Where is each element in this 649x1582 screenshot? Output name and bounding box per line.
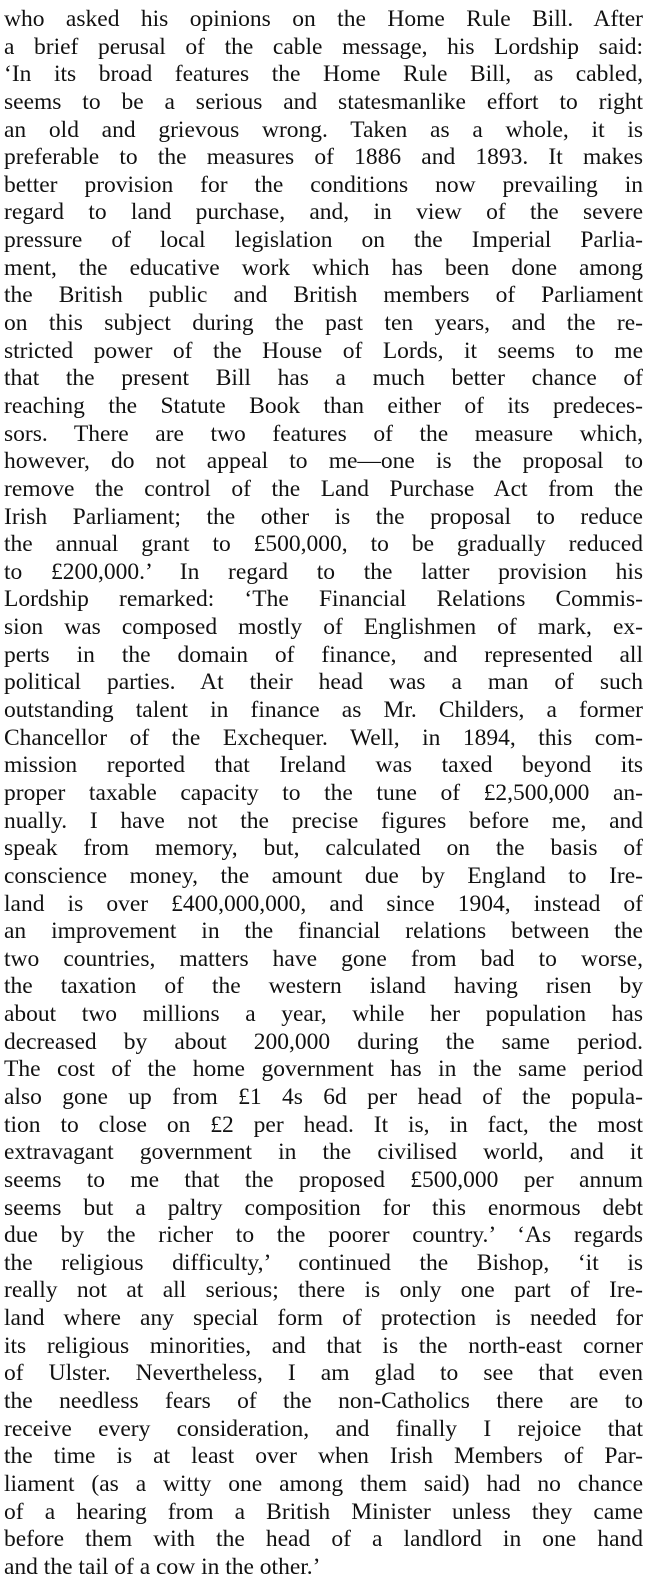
text-line: seems to be a serious and statesmanlike effort to right <box>4 88 643 115</box>
text-line: really not at all serious; there is only one part of Ire- <box>4 1277 643 1304</box>
text-line: better provision for the conditions now prevailing in <box>4 171 643 198</box>
text-line: two countries, matters have gone from bad to worse, <box>4 945 643 972</box>
text-line: the religious difficulty,’ continued the Bishop, ‘it is <box>4 1249 643 1276</box>
text-line: seems to me that the proposed £500,000 per annum <box>4 1166 643 1193</box>
text-line: mission reported that Ireland was taxed beyond its <box>4 752 643 779</box>
text-line: an old and grievous wrong. Taken as a whole, it is <box>4 116 643 143</box>
text-line: stricted power of the House of Lords, it seems to me <box>4 337 643 364</box>
text-line: and the tail of a cow in the other.’ <box>4 1553 321 1580</box>
text-line: reaching the Statute Book than either of its predeces- <box>4 392 643 419</box>
text-line: an improvement in the financial relations between the <box>4 918 643 945</box>
text-line: outstanding talent in finance as Mr. Childers, a former <box>4 697 643 724</box>
text-line: on this subject during the past ten years, and the re- <box>4 310 643 337</box>
text-line: pressure of local legislation on the Imperial Parlia- <box>4 227 643 254</box>
text-line: sors. There are two features of the measure which, <box>4 420 643 447</box>
text-line: that the present Bill has a much better chance of <box>4 365 643 392</box>
text-line: nually. I have not the precise figures before me, and <box>4 807 643 834</box>
text-line: perts in the domain of finance, and represented all <box>4 641 643 668</box>
text-line: the British public and British members of Parliament <box>4 282 643 309</box>
article-paragraph <box>4 6 643 1582</box>
text-line: extravagant government in the civilised world, and it <box>4 1139 643 1166</box>
text-line: who asked his opinions on the Home Rule Bill. After <box>4 6 643 32</box>
text-line: political parties. At their head was a man of such <box>4 669 643 696</box>
text-line: land where any special form of protection is needed for <box>4 1305 643 1332</box>
text-line: conscience money, the amount due by England to Ire- <box>4 862 643 889</box>
text-line: tion to close on £2 per head. It is, in fact, the most <box>4 1111 643 1138</box>
text-line: The cost of the home government has in the same period <box>4 1056 643 1083</box>
text-line: about two millions a year, while her population has <box>4 1001 643 1028</box>
text-line: Irish Parliament; the other is the proposal to reduce <box>4 503 643 530</box>
text-line: proper taxable capacity to the tune of £2,500,000 an- <box>4 779 643 806</box>
text-line: a brief perusal of the cable message, his Lordship said: <box>4 33 643 60</box>
text-line: sion was composed mostly of Englishmen of mark, ex- <box>4 614 643 641</box>
text-line: regard to land purchase, and, in view of the severe <box>4 199 643 226</box>
text-line: land is over £400,000,000, and since 1904, instead of <box>4 890 643 917</box>
text-line: the taxation of the western island having risen by <box>4 973 643 1000</box>
text-line: to £200,000.’ In regard to the latter provision his <box>4 558 643 585</box>
text-line: ‘In its broad features the Home Rule Bill, as cabled, <box>4 61 643 88</box>
text-line: Chancellor of the Exchequer. Well, in 1894, this com- <box>4 724 643 751</box>
text-line: Lordship remarked: ‘The Financial Relations Commis- <box>4 586 643 613</box>
text-line: its religious minorities, and that is the north-east corner <box>4 1332 643 1359</box>
text-line: receive every consideration, and finally I rejoice that <box>4 1415 643 1442</box>
text-line: due by the richer to the poorer country.’ ‘As regards <box>4 1222 643 1249</box>
text-line: liament (as a witty one among them said) had no chance <box>4 1470 643 1497</box>
text-line: ment, the educative work which has been done among <box>4 254 643 281</box>
text-line: the needless fears of the non-Catholics there are to <box>4 1388 643 1415</box>
text-line: decreased by about 200,000 during the same period. <box>4 1028 643 1055</box>
text-line: speak from memory, but, calculated on the basis of <box>4 835 643 862</box>
text-line: before them with the head of a landlord in one hand <box>4 1526 643 1553</box>
text-line: seems but a paltry composition for this enormous debt <box>4 1194 643 1221</box>
text-line: however, do not appeal to me—one is the proposal to <box>4 448 643 475</box>
text-line: the time is at least over when Irish Members of Par- <box>4 1443 643 1470</box>
text-line: of a hearing from a British Minister unless they came <box>4 1498 643 1525</box>
text-line: the annual grant to £500,000, to be gradually reduced <box>4 531 643 558</box>
text-line: preferable to the measures of 1886 and 1893. It makes <box>4 144 643 171</box>
text-line: remove the control of the Land Purchase Act from the <box>4 475 643 502</box>
text-line: of Ulster. Nevertheless, I am glad to see that even <box>4 1360 643 1387</box>
text-line: also gone up from £1 4s 6d per head of the popula- <box>4 1083 643 1110</box>
